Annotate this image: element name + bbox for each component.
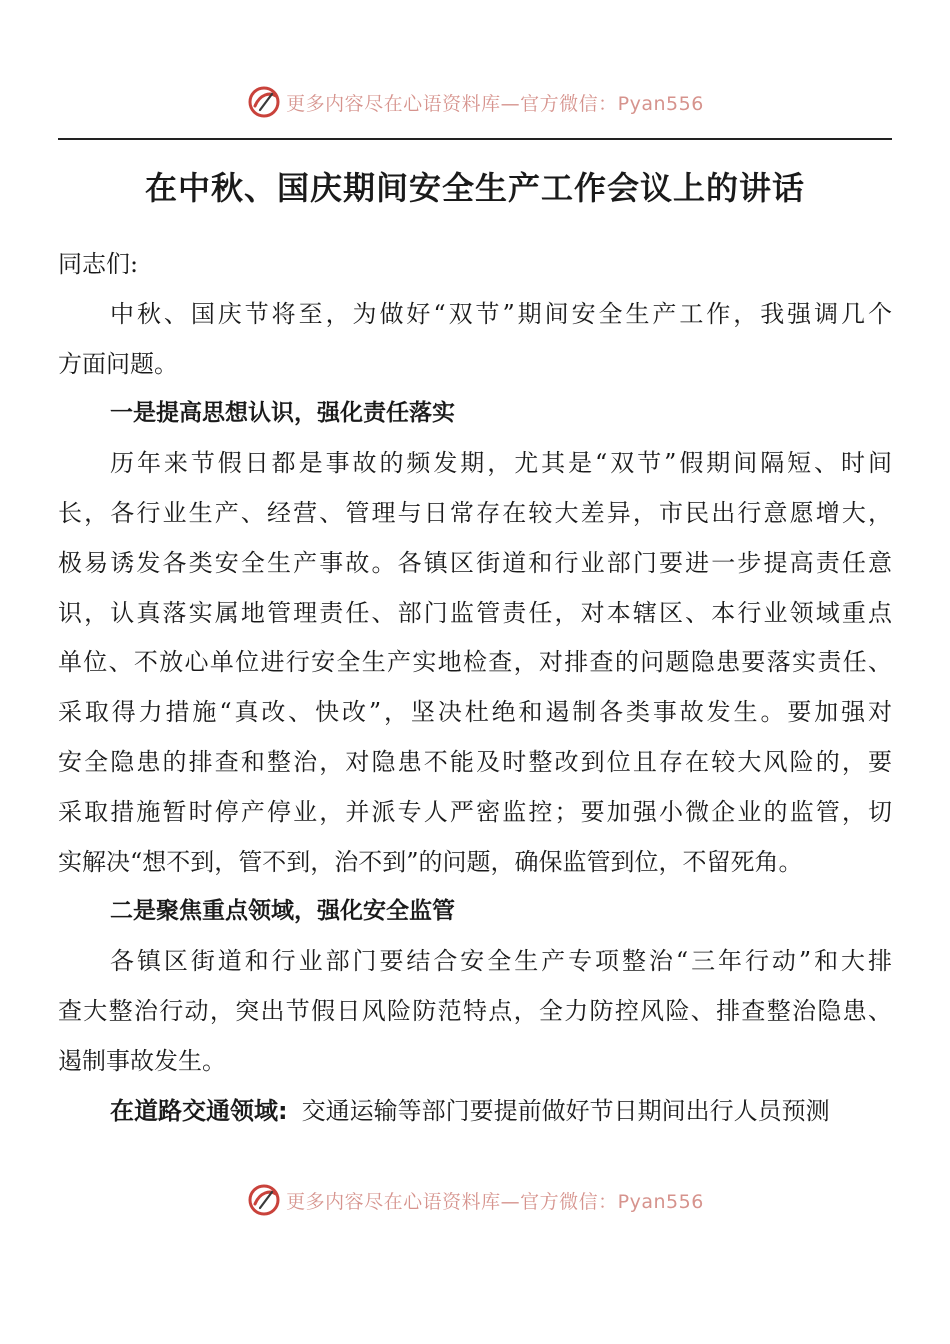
watermark-text: 更多内容尽在心语资料库—官方微信：Pyan556	[286, 1190, 704, 1213]
body-line: 遏制事故发生。	[58, 1046, 226, 1075]
brand-logo-icon	[246, 84, 282, 120]
body-line: 历年来节假日都是事故的频发期，尤其是“双节”假期间隔短、时间	[110, 449, 892, 478]
body-line: 长，各行业生产、经营、管理与日常存在较大差异，市民出行意愿增大，	[58, 498, 892, 527]
body-line: 中秋、国庆节将至，为做好“双节”期间安全生产工作，我强调几个	[110, 299, 892, 328]
body-line: 单位、不放心单位进行安全生产实地检查，对排查的问题隐患要落实责任、	[58, 648, 892, 677]
body-line: 查大整治行动，突出节假日风险防范特点，全力防控风险、排查整治隐患、	[58, 996, 892, 1025]
brand-logo-icon	[246, 1182, 282, 1218]
body-line: 采取措施暂时停产停业，并派专人严密监控；要加强小微企业的监管，切	[58, 797, 892, 826]
body-line: 各镇区街道和行业部门要结合安全生产专项整治“三年行动”和大排	[110, 947, 892, 976]
watermark-banner-bottom	[0, 1180, 950, 1220]
page-title: 在中秋、国庆期间安全生产工作会议上的讲话	[144, 169, 805, 207]
header-divider	[58, 138, 892, 140]
greeting: 同志们:	[58, 250, 139, 278]
document-body	[58, 240, 892, 1136]
body-line: 采取得力措施“真改、快改”，坚决杜绝和遏制各类事故发生。要加强对	[58, 698, 892, 727]
body-line: 安全隐患的排查和整治，对隐患不能及时整改到位且存在较大风险的，要	[58, 747, 892, 776]
watermark-text: 更多内容尽在心语资料库—官方微信：Pyan556	[286, 92, 704, 115]
body-line	[58, 1087, 892, 1137]
body-line: 实解决“想不到，管不到，治不到”的问题，确保监管到位，不留死角。	[58, 847, 803, 876]
body-line: 方面问题。	[58, 349, 178, 378]
section-heading: 一是提高思想认识，强化责任落实	[110, 400, 455, 427]
body-line: 极易诱发各类安全生产事故。各镇区街道和行业部门要进一步提高责任意	[58, 548, 892, 577]
section-heading: 二是聚焦重点领域，强化安全监管	[110, 898, 455, 925]
road-traffic-text: 交通运输等部门要提前做好节日期间出行人员预测	[301, 1096, 830, 1125]
body-line: 识，认真落实属地管理责任、部门监管责任，对本辖区、本行业领域重点	[58, 598, 892, 627]
watermark-banner-top	[0, 82, 950, 122]
road-traffic-lead: 在道路交通领域:	[110, 1096, 288, 1125]
